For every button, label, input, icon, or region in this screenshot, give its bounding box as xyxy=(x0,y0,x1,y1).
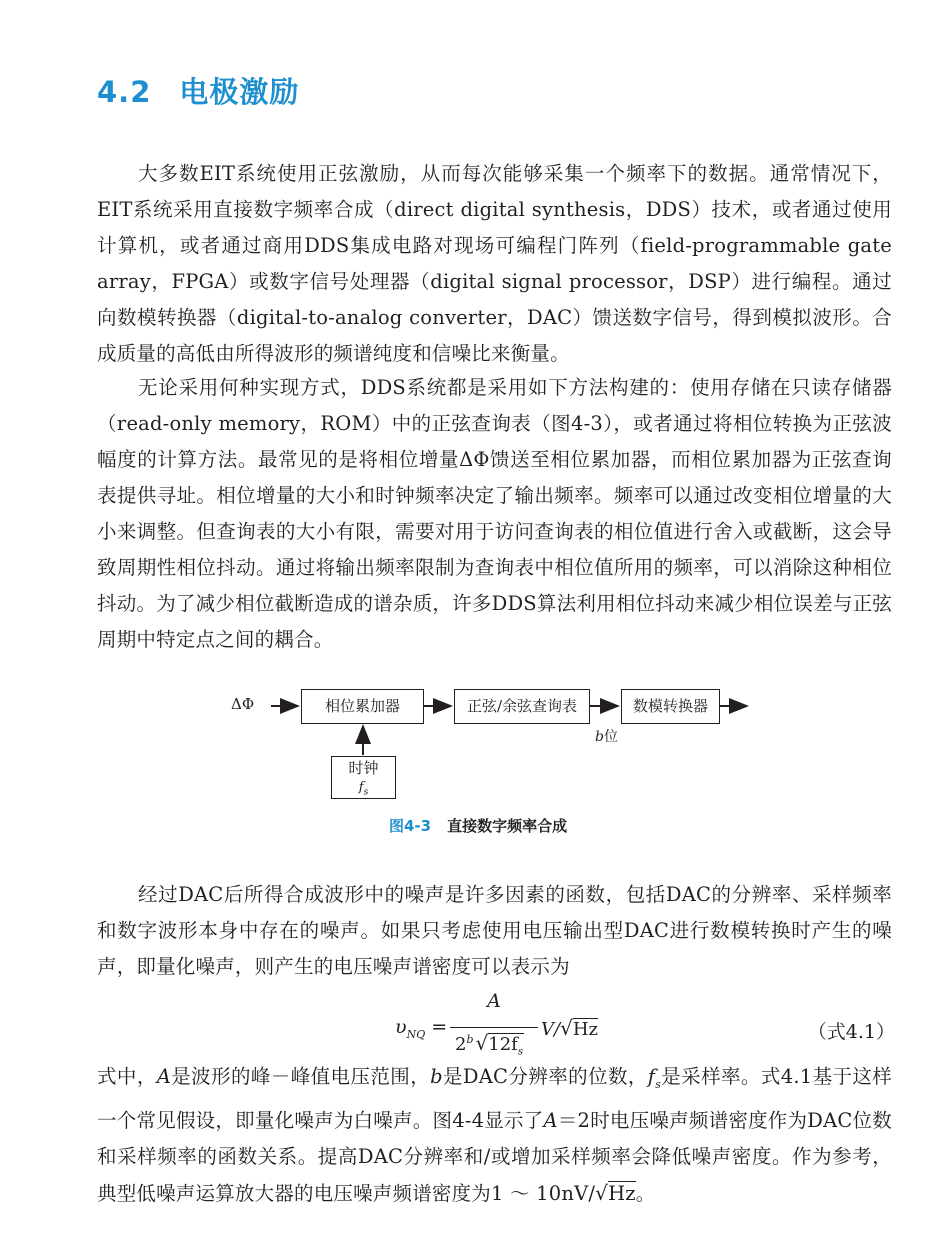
input-phase-increment-label: ΔΦ xyxy=(231,695,255,713)
section-number: 4.2 xyxy=(97,75,152,109)
figure-title: 直接数字频率合成 xyxy=(447,817,568,835)
formula-lhs: $\upsilon_{NQ}$ = xyxy=(395,1016,448,1041)
paragraph-2: 无论采用何种实现方式，DDS系统都是采用如下方法构建的：使用存储在只读存储器（read-only memory，ROM）中的正弦查询表（图4-3），或者通过将相位转换为正弦波幅度的计算方法。最常见的是将相位增量ΔΦ馈送至相位累加器，而相位累加器为正弦查询表提供寻址。相位增量的大小和时钟频率决定了输出频率。频率可以通过改变相位增量的大小来调整。但查询表的大小有限，需要对用于访问查询表的相位值进行舍入或截断，这会导致周期性相位抖动。通过将输出频率限制为查询表中相位值所用的频率，可以消除这种相位抖动。为了减少相位截断造成的谱杂质，许多DDS算法利用相位抖动来减少相位误差与正弦周期中特定点之间的耦合。 xyxy=(97,376,892,651)
phase-accumulator-box: 相位累加器 xyxy=(301,689,424,724)
clock-frequency-label: $f_s$ xyxy=(358,780,369,798)
dds-block-diagram xyxy=(225,686,765,804)
section-heading xyxy=(97,70,299,111)
formula-unit: V/√Hz xyxy=(541,1016,599,1040)
formula-numerator: A xyxy=(487,990,501,1012)
paragraph-4: 式中，A是波形的峰－峰值电压范围，b是DAC分辨率的位数，$f_s$是采样率。式4.1基于这样一个常见假设，即量化噪声为白噪声。图4-4显示了A＝2时电压噪声频谱密度作为DAC位数和采样频率的函数关系。提高DAC分辨率和/或增加采样频率会降低噪声密度。作为参考，典型低噪声运算放大器的电压噪声频谱密度为1 ～ 10nV/√Hz。 xyxy=(97,1065,893,1205)
equation-number: （式4.1） xyxy=(807,1021,895,1043)
paragraph-3: 经过DAC后所得合成波形中的噪声是许多因素的函数，包括DAC的分辨率、采样频率和数字波形本身中存在的噪声。如果只考虑使用电压输出型DAC进行数模转换时产生的噪声，即量化噪声，则产生的电压噪声谱密度可以表示为 xyxy=(97,883,892,978)
clock-label: 时钟 xyxy=(348,759,379,777)
fraction-bar xyxy=(450,1027,538,1028)
figure-number: 图4-3 xyxy=(389,817,432,835)
figure-caption xyxy=(389,815,567,836)
equation-4-1 xyxy=(395,990,895,1058)
clock-box xyxy=(331,756,396,799)
formula-denominator: 2$^b$ $√12f_s$ xyxy=(455,1031,523,1058)
sine-cosine-lookup-box: 正弦/余弦查询表 xyxy=(454,689,590,724)
paragraph-1: 大多数EIT系统使用正弦激励，从而每次能够采集一个频率下的数据。通常情况下，EIT系统采用直接数字频率合成（direct digital synthesis，DDS）技术，或者通过使用计算机，或者通过商用DDS集成电路对现场可编程门阵列（field-programmable gate array，FPGA）或数字信号处理器（digital signal processor，DSP）进行编程。通过向数模转换器（digital-to-analog converter，DAC）馈送数字信号，得到模拟波形。合成质量的高低由所得波形的频谱纯度和信噪比来衡量。 xyxy=(97,162,892,365)
dac-box: 数模转换器 xyxy=(621,689,720,724)
bits-label: b位 xyxy=(595,729,618,745)
section-title: 电极激励 xyxy=(179,75,300,109)
